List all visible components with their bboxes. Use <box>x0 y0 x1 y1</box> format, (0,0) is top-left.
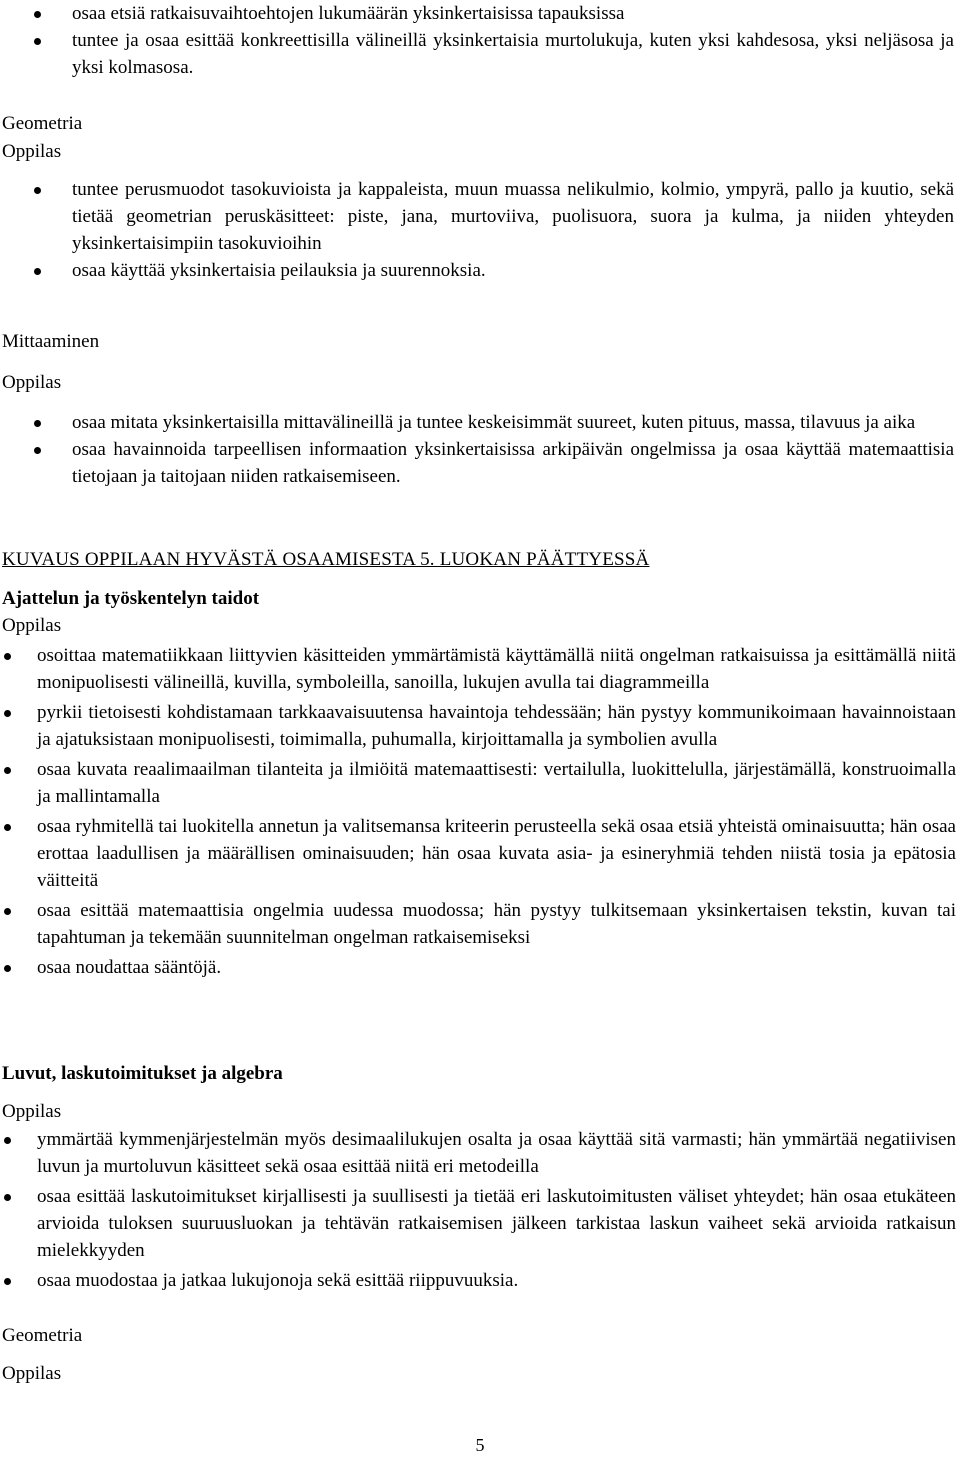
list-item: ymmärtää kymmenjärjestelmän myös desimaalilukujen osalta ja osaa käyttää sitä varmasti; hän ymmärtää negatiivisen luvun ja murtoluvun käsitteet sekä osaa esittää niitä eri metodeilla <box>0 1126 960 1180</box>
bullet-icon <box>4 1194 11 1201</box>
list-item: osaa havainnoida tarpeellisen informaation yksinkertaisissa arkipäivän ongelmissa ja osaa käyttää matemaattisia tietojaan ja taitojaan niiden ratkaisemiseen. <box>0 436 960 490</box>
luvut-list <box>0 1126 960 1294</box>
kuvaus-heading: KUVAUS OPPILAAN HYVÄSTÄ OSAAMISESTA 5. LUOKAN PÄÄTTYESSÄ <box>2 549 650 570</box>
section-subject: Oppilas <box>2 1101 62 1122</box>
section-heading-mittaaminen: Mittaaminen <box>2 331 100 352</box>
geometria-list <box>0 176 960 284</box>
list-item: osaa kuvata reaalimaailman tilanteita ja ilmiöitä matemaattisesti: vertailulla, luokittelulla, järjestämällä, konstruoimalla ja mallintamalla <box>0 756 960 810</box>
page-number: 5 <box>475 1435 485 1455</box>
bullet-icon <box>4 710 11 717</box>
section-heading-luvut: Luvut, laskutoimitukset ja algebra <box>2 1063 283 1084</box>
bullet-icon <box>4 824 11 831</box>
list-item: osaa käyttää yksinkertaisia peilauksia ja suurennoksia. <box>0 257 960 284</box>
section-subject: Oppilas <box>2 615 62 636</box>
list-item: tuntee perusmuodot tasokuvioista ja kappaleista, muun muassa nelikulmio, kolmio, ympyrä, pallo ja kuutio, sekä tietää geometrian peruskäsitteet: piste, jana, murtoviiva, puolisuora, suora ja kulma, ja niiden yhteyden yksinkertaisimpiin tasokuvioihin <box>0 176 960 257</box>
bullet-icon <box>4 1278 11 1285</box>
bullet-icon <box>4 767 11 774</box>
top-list <box>0 0 960 81</box>
list-item: pyrkii tietoisesti kohdistamaan tarkkaavaisuutensa havaintoja tehdessään; hän pystyy kommunikoimaan havainnoistaan ja ajatuksistaan monipuolisesti, toimimalla, puhumalla, kirjoittamalla ja symbolien avulla <box>0 699 960 753</box>
section-subject: Oppilas <box>2 372 62 393</box>
bullet-icon <box>4 965 11 972</box>
list-item: osaa noudattaa sääntöjä. <box>0 954 960 981</box>
bullet-icon <box>34 420 41 427</box>
bullet-icon <box>4 908 11 915</box>
ajattelu-list <box>0 642 960 981</box>
list-item: osaa esittää matemaattisia ongelmia uudessa muodossa; hän pystyy tulkitsemaan yksinkertaisen tekstin, kuvan tai tapahtuman ja tekemään suunnitelman ongelman ratkaisemiseksi <box>0 897 960 951</box>
list-item: tuntee ja osaa esittää konkreettisilla välineillä yksinkertaisia murtolukuja, kuten yksi kahdesosa, yksi neljäsosa ja yksi kolmasosa. <box>0 27 960 81</box>
bullet-icon <box>34 187 41 194</box>
section-subject: Oppilas <box>2 141 62 162</box>
mittaaminen-list <box>0 409 960 490</box>
list-item: osaa ryhmitellä tai luokitella annetun ja valitsemansa kriteerin perusteella sekä osaa etsiä yhteistä ominaisuutta; hän osaa erottaa laadullisen ja määrällisen ominaisuuden; hän osaa kuvata asia- ja esineryhmiä tehden niistä tosia ja epätosia väitteitä <box>0 813 960 894</box>
section-heading-geometria: Geometria <box>2 113 83 134</box>
bullet-icon <box>34 11 41 18</box>
list-item: osoittaa matematiikkaan liittyvien käsitteiden ymmärtämistä käyttämällä niitä ongelman ratkaisuissa ja esittämällä niitä monipuolisesti välineillä, kuvilla, symboleilla, sanoilla, lukujen avulla tai diagrammeilla <box>0 642 960 696</box>
section-subject: Oppilas <box>2 1363 62 1384</box>
bullet-icon <box>34 38 41 45</box>
section-heading-ajattelu: Ajattelun ja työskentelyn taidot <box>2 588 260 609</box>
list-item: osaa mitata yksinkertaisilla mittavälineillä ja tuntee keskeisimmät suureet, kuten pituus, massa, tilavuus ja aika <box>0 409 960 436</box>
list-item: osaa esittää laskutoimitukset kirjallisesti ja suullisesti ja tietää eri laskutoimitusten väliset yhteydet; hän osaa etukäteen arvioida tuloksen suuruusluokan ja tehtävän ratkaisemisen jälkeen tarkistaa laskun vaiheet sekä arvioida ratkaisun mielekkyyden <box>0 1183 960 1264</box>
list-item: osaa muodostaa ja jatkaa lukujonoja sekä esittää riippuvuuksia. <box>0 1267 960 1294</box>
section-heading-geometria: Geometria <box>2 1325 83 1346</box>
bullet-icon <box>34 447 41 454</box>
list-item: osaa etsiä ratkaisuvaihtoehtojen lukumäärän yksinkertaisissa tapauksissa <box>0 0 960 27</box>
bullet-icon <box>34 268 41 275</box>
bullet-icon <box>4 1137 11 1144</box>
bullet-icon <box>4 653 11 660</box>
